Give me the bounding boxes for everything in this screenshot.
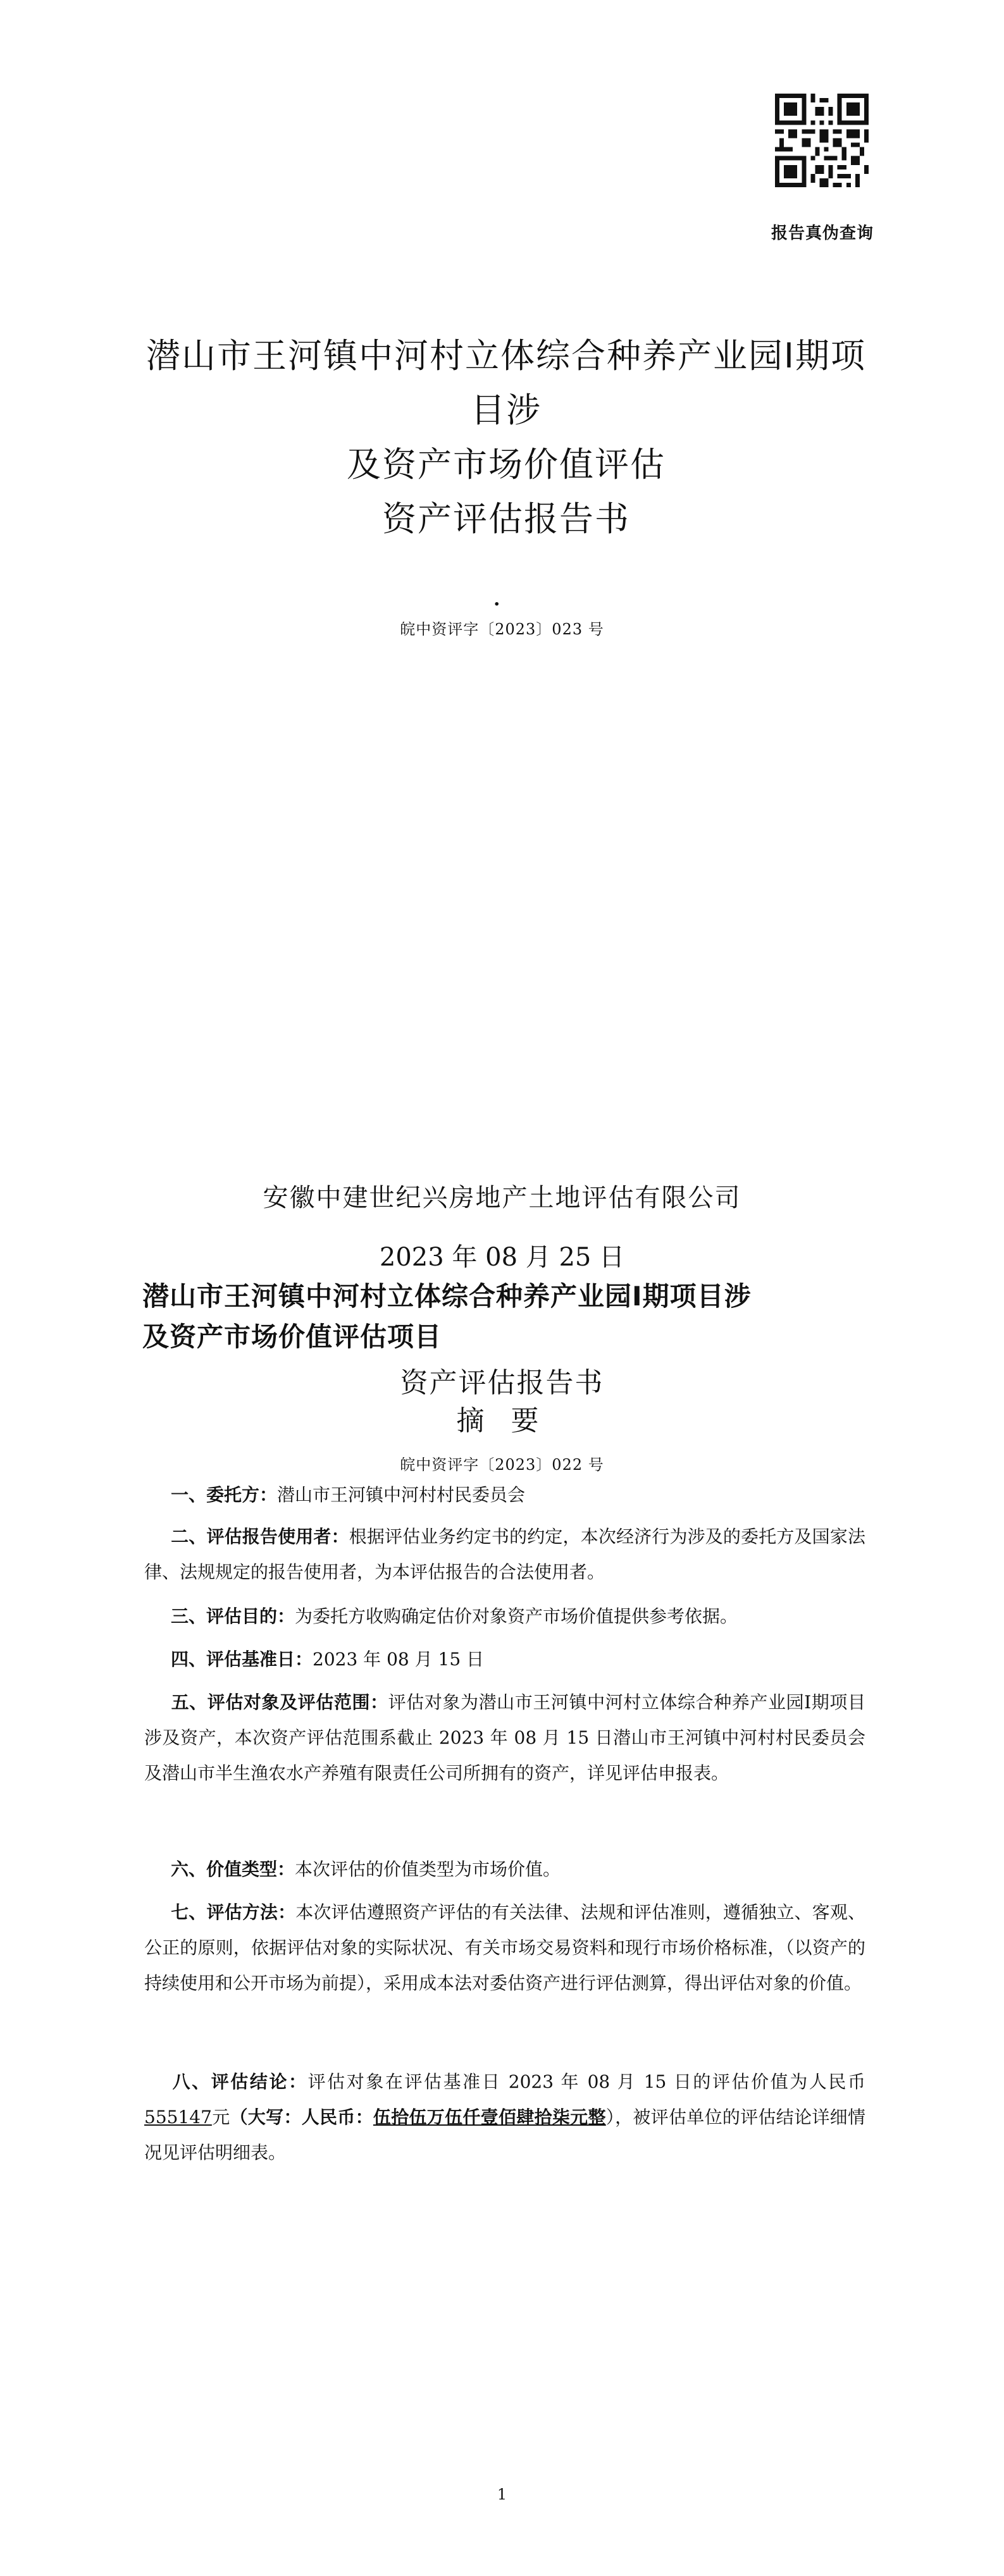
report-date: 2023 年 08 月 25 日 [379,1243,625,1272]
summary-title-line1: 潜山市王河镇中河村立体综合种养产业园Ⅰ期项目涉 [142,1281,752,1312]
conclusion-upper-amount: 伍拾伍万伍仟壹佰肆拾柒元整 [373,2107,606,2128]
summary-item-2 [144,1519,865,1590]
summary-subtitle: 资产评估报告书 [400,1367,604,1399]
summary-title-line2: 及资产市场价值评估项目 [142,1321,442,1352]
cover-title-line3: 资产评估报告书 [382,499,630,539]
summary-heading: 摘 要 [456,1405,548,1437]
summary-title [142,1276,870,1357]
qr-caption: 报告真伪查询 [771,224,874,243]
item-text: 评估对象为潜山市王河镇中河村立体综合种养产业园Ⅰ期项目涉及资产，本次资产评估范围系截止 2023 年 08 月 15 日潜山市王河镇中河村村民委员会及潜山市半生渔农水产养殖有限责任公司所拥有的资产，详见评估申报表。 [144,1692,865,1784]
item-label: 三、评估目的： [171,1606,295,1627]
item-label: 二、评估报告使用者： [171,1526,349,1547]
item-text: 本次评估遵照资产评估的有关法律、法规和评估准则，遵循独立、客观、公正的原则，依据评估对象的实际状况、有关市场交易资料和现行市场价格标准，（以资产的持续使用和公开市场为前提），采用成本法对委估资产进行评估测算，得出评估对象的价值。 [144,1902,865,1994]
summary-item-1 [144,1477,865,1513]
item-label: 五、评估对象及评估范围： [171,1692,388,1713]
conclusion-label: 八、评估结论： [171,2071,308,2092]
item-label: 六、价值类型： [171,1859,295,1880]
item-text: 潜山市王河镇中河村村民委员会 [277,1484,526,1505]
cover-dot: · [493,593,500,615]
conclusion-upper-prefix: （大写：人民币： [230,2107,373,2128]
company-name: 安徽中建世纪兴房地产土地评估有限公司 [263,1183,741,1212]
item-label: 七、评估方法： [171,1902,296,1923]
qr-code-image [775,94,869,187]
page-number: 1 [497,2486,507,2503]
item-text: 为委托方收购确定估价对象资产市场价值提供参考依据。 [295,1606,738,1627]
summary-item-7 [144,1895,865,2001]
cover-title-line2: 及资产市场价值评估 [347,445,666,484]
cover-title-line1: 潜山市王河镇中河村立体综合种养产业园Ⅰ期项目涉 [146,336,866,430]
item-text: 根据评估业务约定书的约定，本次经济行为涉及的委托方及国家法律、法规规定的报告使用者，为本评估报告的合法使用者。 [144,1526,865,1582]
cover-title [139,329,873,546]
summary-doc-number: 皖中资评字〔2023〕022 号 [400,1456,604,1474]
item-label: 四、评估基准日： [171,1649,313,1670]
item-label: 一、委托方： [171,1484,278,1505]
summary-item-3 [144,1599,865,1634]
conclusion-text-after: ），被评估单位的评估结论详细情况见评估明细表。 [144,2107,865,2163]
summary-item-4 [144,1642,865,1677]
conclusion-amount: 555147 [144,2107,212,2128]
cover-doc-number: 皖中资评字〔2023〕023 号 [400,620,604,638]
conclusion-text-before: 评估对象在评估基准日 2023 年 08 月 15 日的评估价值为人民币 [307,2071,865,2092]
conclusion-unit: 元 [211,2107,230,2128]
summary-item-8-conclusion [144,2064,865,2171]
summary-item-6 [144,1852,865,1887]
summary-item-5 [144,1685,865,1791]
item-text: 2023 年 08 月 15 日 [313,1649,485,1670]
item-text: 本次评估的价值类型为市场价值。 [295,1859,561,1880]
